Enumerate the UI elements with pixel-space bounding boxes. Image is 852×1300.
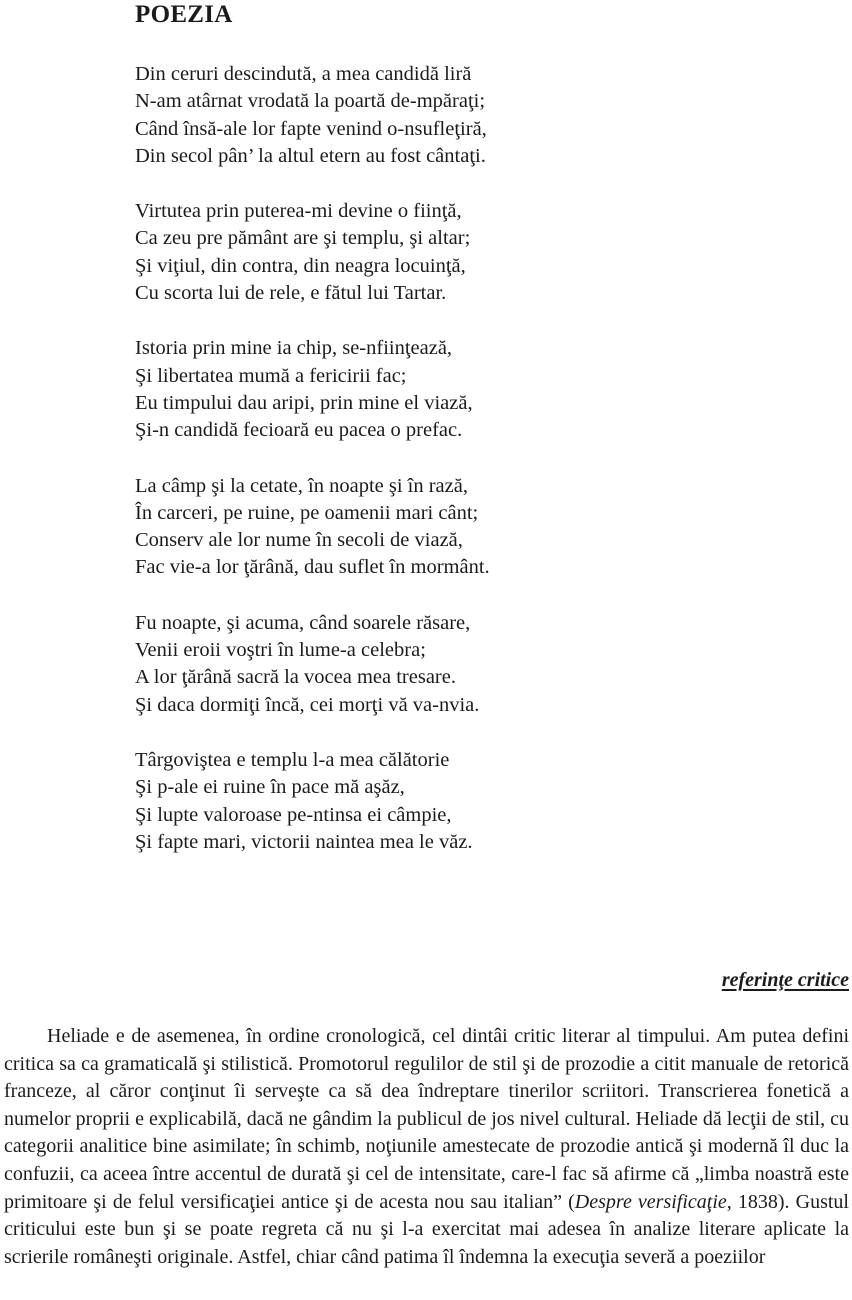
- poem-line: Târgoviştea e templu l-a mea călătorie: [135, 748, 450, 771]
- poem-line: Şi daca dormiţi încă, cei morţi vă va-nvia.: [135, 693, 480, 716]
- poem-line: Virtutea prin puterea-mi devine o fiinţă,: [135, 200, 462, 223]
- poem-line: Ca zeu pre pământ are şi templu, şi altar;: [135, 227, 471, 250]
- critic-text: Heliade e de asemenea, în ordine cronologică, cel dintâi critic literar al timpului. Am putea defini critica sa ca gramaticală şi stilistică. Promotorul regulilor de stil şi de prozodie a citit manuale de retorică franceze, al căror conţinut îi serveşte ca să dea îndreptare tinerilor scriitori. Transcrierea fonetică a numelor proprii e explicabilă, dacă ne gândim la publicul de jos nivel cultural. Heliade dă lecţii de stil, cu categorii analitice bine asimilate; în schimb, noţiunile amestecate de prozodie antică şi modernă îl duc la confuzii, ca aceea între accentul de durată şi cel de intensitate, care-l fac să afirme că „limba noastră este primitoare şi de felul versificaţiei antice şi de acesta nou sau italian” (: [4, 1025, 849, 1213]
- poem-line: Fu noapte, şi acuma, când soarele răsare,: [135, 611, 471, 634]
- poem-title: POEZIA: [135, 1, 233, 28]
- poem-line: Şi fapte mari, victorii naintea mea le văz.: [135, 830, 473, 853]
- stanza: [135, 473, 775, 582]
- cited-work-title: Despre versificaţie: [574, 1190, 727, 1213]
- poem-line: Venii eroii voştri în lume-a celebra;: [135, 639, 426, 662]
- poem-line: Când însă-ale lor fapte venind o-nsufleţiră,: [135, 117, 487, 140]
- poem-line: Cu scorta lui de rele, e fătul lui Tartar.: [135, 282, 447, 305]
- poem-line: Şi libertatea mumă a fericirii fac;: [135, 364, 407, 387]
- poem-line: Şi p-ale ei ruine în pace mă aşăz,: [135, 776, 405, 799]
- poem-line: Fac vie-a lor ţărână, dau suflet în mormânt.: [135, 556, 490, 579]
- poem-body: [135, 61, 775, 884]
- poem-line: Şi-n candidă fecioară eu pacea o prefac.: [135, 419, 463, 442]
- poem-line: În carceri, pe ruine, pe oamenii mari cânt;: [135, 501, 479, 524]
- poem-line: Conserv ale lor nume în secoli de viază,: [135, 529, 463, 552]
- poem-line: Şi viţiul, din contra, din neagra locuinţă,: [135, 254, 466, 277]
- critic-text: , 1838). Gustul criticului este bun şi se poate regreta că nu şi l-a exercitat mai adesea în analize literare aplicate la scrierile româneşti originale. Astfel, chiar când patima îl îndemna la execuţia severă a poeziilor: [4, 1190, 849, 1268]
- stanza: [135, 610, 775, 719]
- poem-line: Şi lupte valoroase pe-ntinsa ei câmpie,: [135, 803, 452, 826]
- poem-line: La câmp şi la cetate, în noapte şi în rază,: [135, 474, 468, 497]
- critical-reference-paragraph: [4, 1023, 849, 1271]
- critical-references-heading: referinţe critice: [721, 969, 849, 991]
- poem-line: Istoria prin mine ia chip, se-nfiinţează,: [135, 337, 453, 360]
- poem-line: A lor ţărână sacră la vocea mea tresare.: [135, 666, 456, 689]
- poem-line: Eu timpului dau aripi, prin mine el viază,: [135, 391, 473, 414]
- poem-line: Din secol pân’ la altul etern au fost cântaţi.: [135, 144, 486, 167]
- stanza: [135, 335, 775, 444]
- stanza: [135, 747, 775, 856]
- stanza: [135, 61, 775, 170]
- stanza: [135, 198, 775, 307]
- poem-line: N-am atârnat vrodată la poartă de-mpăraţi;: [135, 90, 486, 113]
- poem-line: Din ceruri descindută, a mea candidă liră: [135, 63, 472, 85]
